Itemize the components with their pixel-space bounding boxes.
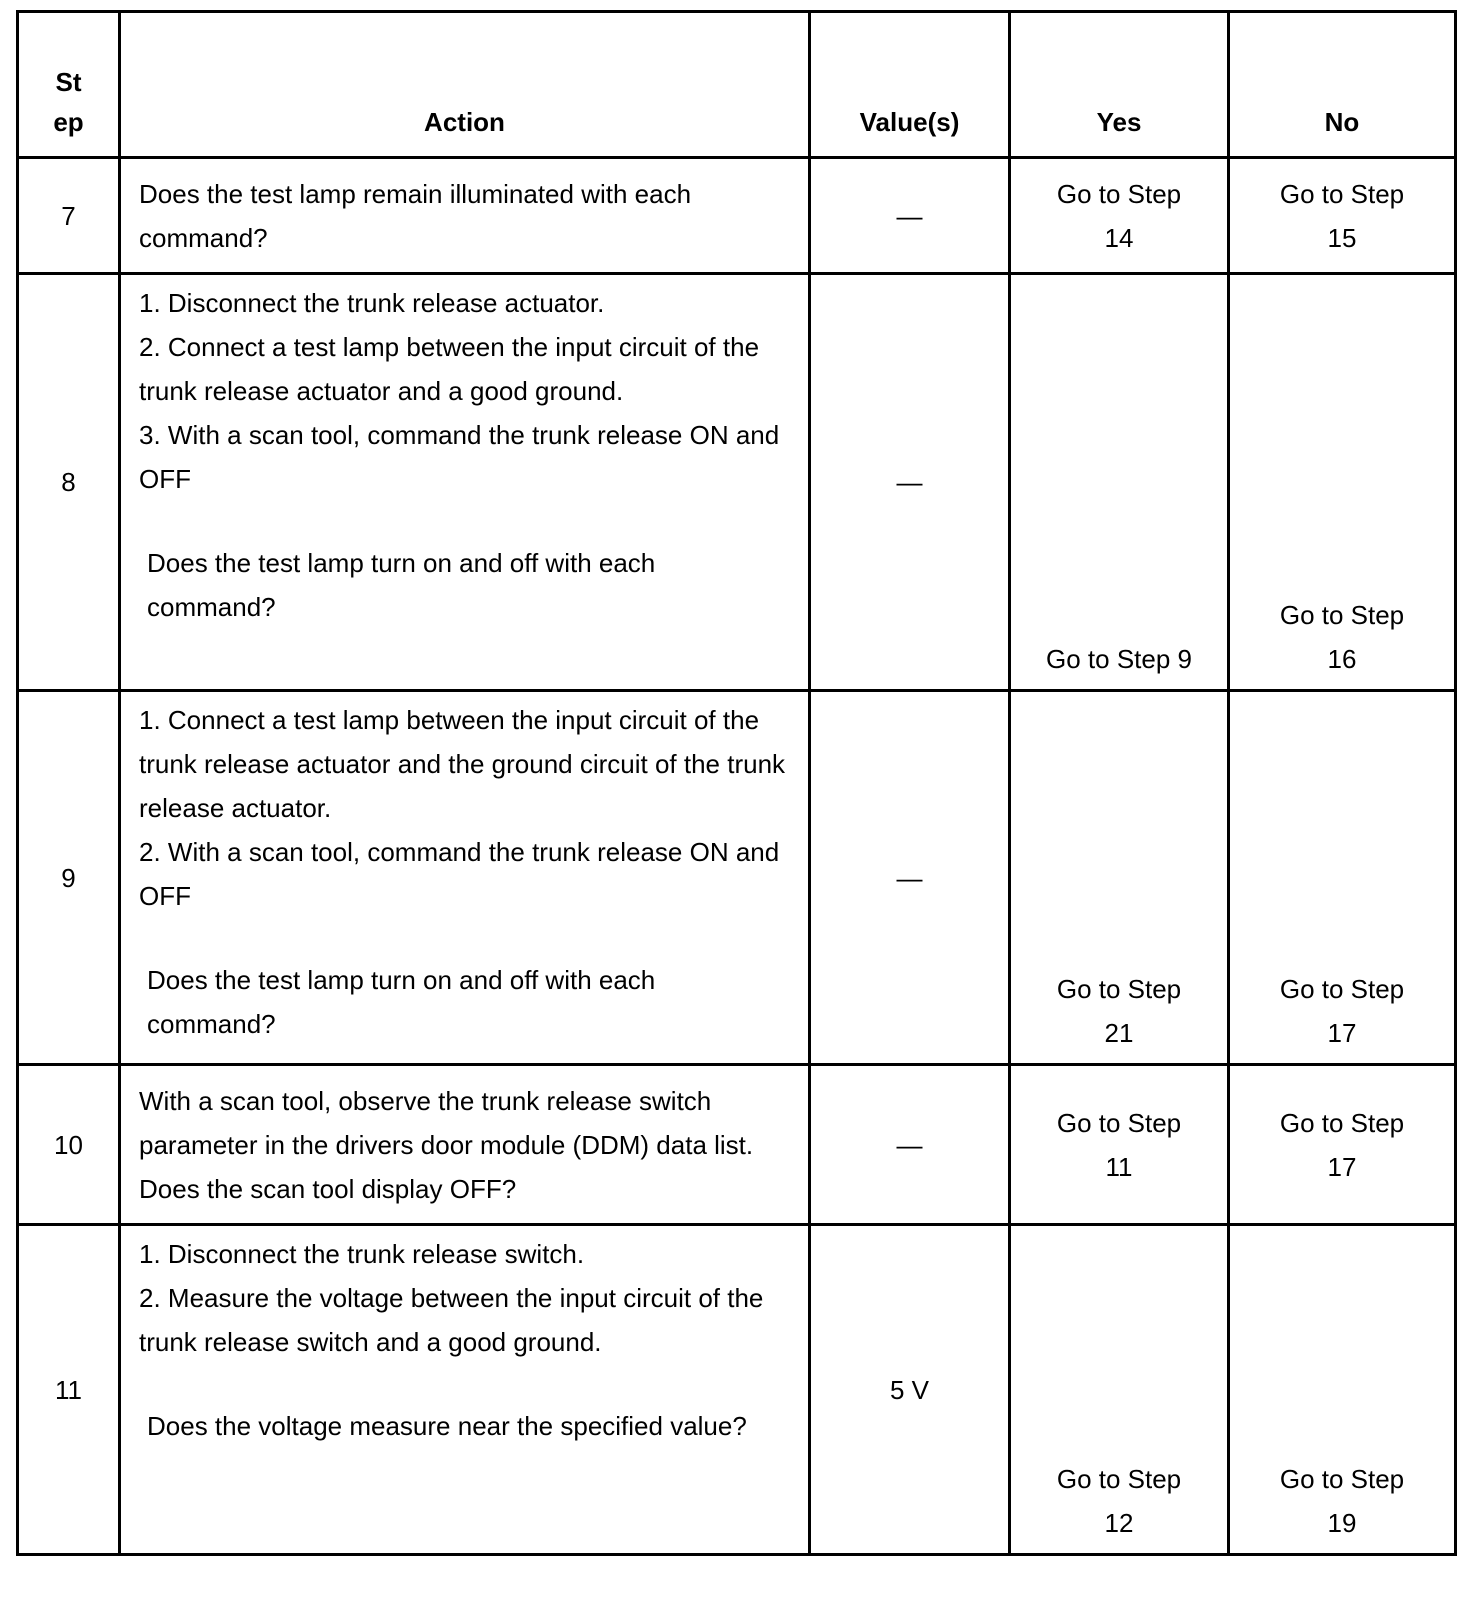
table-row-step-7: [18, 158, 1456, 274]
no-cell: [1229, 1065, 1456, 1225]
table-row-step-11: [18, 1225, 1456, 1555]
action-text: [120, 691, 810, 1065]
step-number: 7: [18, 158, 120, 274]
no-go-to-label: Go to Step: [1279, 974, 1405, 1004]
action-item-2: 2. With a scan tool, command the trunk release ON and OFF: [139, 837, 780, 911]
yes-cell: [1010, 1225, 1229, 1555]
no-go-to-label: Go to Step: [1279, 1464, 1405, 1494]
value-cell: —: [810, 1065, 1010, 1225]
no-step-number: 17: [1327, 1018, 1357, 1048]
action-text: [120, 1065, 810, 1225]
action-item-1: 1. Disconnect the trunk release actuator.: [139, 288, 605, 318]
value-cell: —: [810, 274, 1010, 691]
yes-cell: [1010, 1065, 1229, 1225]
header-no: No: [1229, 12, 1456, 158]
step-number: 10: [18, 1065, 120, 1225]
no-cell: [1229, 274, 1456, 691]
table-row-step-10: [18, 1065, 1456, 1225]
yes-step-number: 14: [1104, 222, 1134, 253]
action-question: With a scan tool, observe the trunk release switch parameter in the drivers door module (DDM) data list. Does the scan tool display OFF?: [139, 1085, 754, 1204]
yes-cell: [1010, 691, 1229, 1065]
header-action: Action: [120, 12, 810, 158]
header-values: Value(s): [810, 12, 1010, 158]
yes-cell: [1010, 158, 1229, 274]
no-go-to-label: Go to Step: [1279, 600, 1405, 630]
no-cell: [1229, 691, 1456, 1065]
yes-go-to-label: Go to Step: [1056, 178, 1182, 209]
step-number: 9: [18, 691, 120, 1065]
yes-go-to-label: Go to Step 9: [1046, 644, 1192, 674]
no-step-number: 17: [1327, 1151, 1357, 1182]
action-text: [120, 274, 810, 691]
action-item-1: 1. Connect a test lamp between the input circuit of the trunk release actuator and the ground circuit of the trunk release actuator.: [139, 705, 786, 823]
action-question: Does the test lamp turn on and off with each command?: [147, 965, 656, 1039]
value-cell: 5 V: [810, 1225, 1010, 1555]
value-cell: —: [810, 158, 1010, 274]
no-go-to-label: Go to Step: [1279, 1107, 1405, 1138]
action-text: [120, 158, 810, 274]
action-item-1: 1. Disconnect the trunk release switch.: [139, 1239, 585, 1269]
yes-step-number: 12: [1104, 1508, 1134, 1538]
yes-go-to-label: Go to Step: [1056, 1107, 1182, 1138]
no-step-number: 15: [1327, 222, 1357, 253]
action-item-2: 2. Connect a test lamp between the input circuit of the trunk release actuator and a good ground.: [139, 332, 760, 406]
yes-go-to-label: Go to Step: [1056, 1464, 1182, 1494]
action-question: Does the test lamp turn on and off with each command?: [147, 548, 656, 622]
no-step-number: 16: [1327, 644, 1357, 674]
header-yes: Yes: [1010, 12, 1229, 158]
action-item-2: 2. Measure the voltage between the input circuit of the trunk release switch and a good ground.: [139, 1283, 764, 1357]
no-cell: [1229, 1225, 1456, 1555]
header-step: [18, 12, 120, 158]
value-cell: —: [810, 691, 1010, 1065]
yes-cell: [1010, 274, 1229, 691]
diagnostic-table: [16, 10, 1457, 1556]
header-step-line2: ep: [53, 107, 84, 137]
yes-step-number: 21: [1104, 1018, 1134, 1048]
step-number: 8: [18, 274, 120, 691]
table-row-step-8: [18, 274, 1456, 691]
table-row-step-9: [18, 691, 1456, 1065]
no-go-to-label: Go to Step: [1279, 178, 1405, 209]
table-header-row: [18, 12, 1456, 158]
action-item-3: 3. With a scan tool, command the trunk release ON and OFF: [139, 420, 780, 494]
yes-go-to-label: Go to Step: [1056, 974, 1182, 1004]
header-step-line1: St: [55, 67, 82, 97]
no-cell: [1229, 158, 1456, 274]
action-text: [120, 1225, 810, 1555]
action-question: Does the test lamp remain illuminated with each command?: [139, 178, 692, 253]
action-question: Does the voltage measure near the specified value?: [147, 1411, 747, 1441]
yes-step-number: 11: [1105, 1151, 1133, 1182]
step-number: 11: [18, 1225, 120, 1555]
no-step-number: 19: [1327, 1508, 1357, 1538]
